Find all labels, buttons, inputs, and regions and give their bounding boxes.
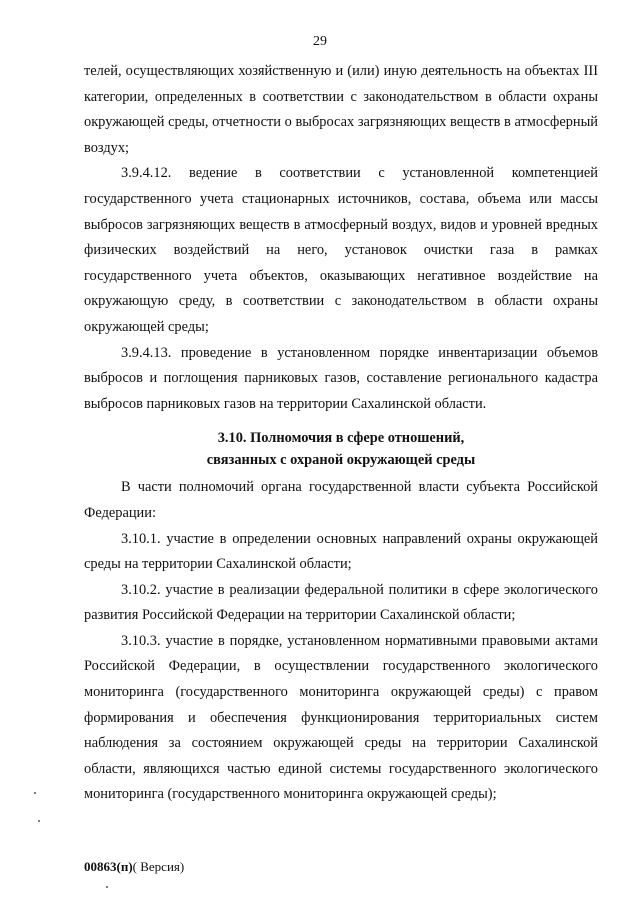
paragraph-continuation: телей, осуществляющих хозяйственную и (или) иную деятельность на объектах III категории, определенных в соответствии с законодательством в области охраны окружающей среды, отчетности о выбросах загрязняющих веществ в атмосферный воздух; (84, 63, 598, 156)
document-body (84, 59, 598, 808)
scan-speck (38, 820, 40, 822)
document-footer (84, 859, 184, 875)
scan-speck (106, 886, 108, 888)
heading-line-2: связанных с охраной окружающей среды (206, 452, 476, 469)
page-number: 29 (313, 34, 327, 49)
document-code: 00863(п) (84, 859, 133, 874)
paragraph-intro: В части полномочий органа государственной власти субъекта Российской Федерации: (84, 479, 598, 521)
section-heading-3-10 (84, 427, 598, 471)
document-version: ( Версия) (132, 859, 185, 874)
scan-speck (34, 792, 36, 794)
paragraph-3-9-4-13: 3.9.4.13. проведение в установленном порядке инвентаризации объемов выбросов и поглощения парниковых газов, составление регионального кадастра выбросов парниковых газов на территории Сахалинской области. (84, 344, 598, 412)
heading-line-1: 3.10. Полномочия в сфере отношений, (217, 430, 465, 447)
paragraph-3-9-4-12: 3.9.4.12. ведение в соответствии с установленной компетенцией государственного учета стационарных источников, состава, объема или массы выбросов загрязняющих веществ в атмосферный воздух, видов и уровней вредных физических воздействий на него, установок очистки газа в рамках государственного учета объектов, оказывающих негативное воздействие на окружающую среду, в соответствии с законодательством в области охраны окружающей среды; (84, 165, 598, 335)
paragraph-3-10-2: 3.10.2. участие в реализации федеральной политики в сфере экологического развития Российской Федерации на территории Сахалинской области; (84, 581, 598, 624)
paragraph-3-10-3: 3.10.3. участие в порядке, установленном нормативными правовыми актами Российской Федерации, в осуществлении государственного экологического мониторинга (государственного мониторинга окружающей среды) с правом формирования и обеспечения функционирования территориальных систем наблюдения за состоянием окружающей среды на территории Сахалинской области, являющихся частью единой системы государственного экологического мониторинга (государственного мониторинга окружающей среды); (84, 632, 598, 803)
paragraph-3-10-1: 3.10.1. участие в определении основных направлений охраны окружающей среды на территории Сахалинской области; (84, 530, 598, 573)
